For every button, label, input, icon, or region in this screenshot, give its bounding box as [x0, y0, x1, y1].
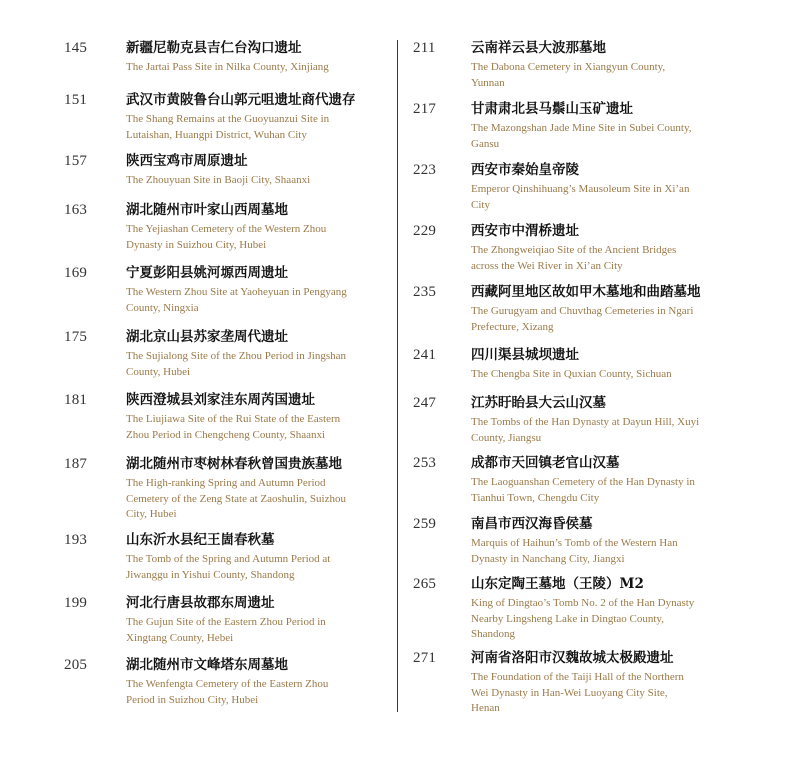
entry-text — [471, 514, 743, 567]
english-line: The Liujiawa Site of the Rui State of the Eastern — [126, 413, 341, 425]
english-line: The Jartai Pass Site in Nilka County, Xinjiang — [126, 61, 329, 73]
toc-entry[interactable] — [413, 648, 743, 717]
entry-title-english — [126, 412, 386, 443]
entry-title-english — [471, 182, 743, 213]
toc-entry[interactable] — [413, 574, 743, 643]
entry-text — [471, 574, 743, 643]
toc-entry[interactable] — [64, 655, 386, 708]
page-number: 163 — [64, 202, 88, 218]
entry-text — [126, 263, 386, 316]
page-number: 175 — [64, 329, 88, 345]
entry-title-chinese: 四川渠县城坝遗址 — [471, 347, 579, 363]
entry-title-chinese: 湖北随州市叶家山西周墓地 — [126, 202, 288, 218]
page-number: 205 — [64, 657, 88, 673]
entry-title-chinese: 河南省洛阳市汉魏故城太极殿遗址 — [471, 650, 674, 666]
toc-entry[interactable] — [413, 282, 743, 335]
entry-title-chinese: 南昌市西汉海昏侯墓 — [471, 516, 593, 532]
entry-text — [126, 90, 386, 143]
entry-title-chinese: 湖北随州市文峰塔东周墓地 — [126, 657, 288, 673]
page-number: 157 — [64, 153, 88, 169]
english-line: Henan — [471, 702, 500, 714]
english-line: Nearby Lingsheng Lake in Dingtao County, — [471, 612, 664, 625]
entry-text — [126, 151, 386, 189]
english-line: Emperor Qinshihuang’s Mausoleum Site in Xi’an — [471, 183, 690, 195]
entry-title-chinese: 山东定陶王墓地（王陵）M2 — [471, 576, 644, 592]
toc-entry[interactable] — [413, 221, 743, 274]
english-line: Jiwanggu in Yishui County, Shandong — [126, 568, 295, 581]
entry-title-english — [126, 552, 386, 583]
entry-title-chinese: 云南祥云县大波那墓地 — [471, 40, 606, 56]
english-line: The Chengba Site in Quxian County, Sichuan — [471, 368, 672, 380]
page-number: 151 — [64, 92, 88, 108]
entry-title-english — [126, 349, 386, 380]
entry-title-chinese: 新疆尼勒克县吉仁台沟口遗址 — [126, 40, 302, 56]
entry-title-english — [126, 222, 386, 253]
toc-entry[interactable] — [64, 327, 386, 380]
entry-text — [126, 593, 386, 646]
toc-entry[interactable] — [413, 393, 743, 446]
entry-text — [126, 327, 386, 380]
toc-entry[interactable] — [413, 160, 743, 213]
entry-title-chinese: 西藏阿里地区故如甲木墓地和曲踏墓地 — [471, 284, 701, 300]
english-line: City — [471, 198, 490, 211]
entry-text — [471, 38, 743, 91]
toc-entry[interactable] — [64, 90, 386, 143]
english-line: Gansu — [471, 137, 500, 150]
entry-title-english — [471, 60, 743, 91]
english-line: Prefecture, Xizang — [471, 320, 554, 333]
page-number: 271 — [413, 650, 437, 666]
english-line: City, Hubei — [126, 508, 177, 520]
entry-text — [471, 453, 743, 506]
english-line: The Mazongshan Jade Mine Site in Subei County, — [471, 122, 692, 134]
entry-title-english — [126, 476, 386, 523]
entry-text — [471, 345, 743, 383]
entry-title-chinese: 西安市秦始皇帝陵 — [471, 162, 579, 178]
entry-title-english — [471, 415, 743, 446]
toc-entry[interactable] — [64, 454, 386, 523]
english-line: County, Ningxia — [126, 301, 199, 314]
entry-title-english — [471, 596, 743, 643]
english-line: The Yejiashan Cemetery of the Western Zhou — [126, 223, 327, 235]
entry-title-chinese: 宁夏彭阳县姚河塬西周遗址 — [126, 265, 288, 281]
entry-title-english — [126, 112, 386, 143]
entry-title-english — [471, 536, 743, 567]
english-line: The Dabona Cemetery in Xiangyun County, — [471, 61, 666, 73]
toc-entry[interactable] — [64, 530, 386, 583]
page-number: 265 — [413, 576, 437, 592]
english-line: across the Wei River in Xi’an City — [471, 259, 623, 272]
toc-entry[interactable] — [64, 38, 386, 76]
english-line: Period in Suizhou City, Hubei — [126, 693, 259, 706]
page-number: 145 — [64, 40, 88, 56]
english-line: The Wenfengta Cemetery of the Eastern Zhou — [126, 678, 329, 690]
english-line: Wei Dynasty in Han-Wei Luoyang City Site, — [471, 686, 668, 699]
entry-title-english — [471, 367, 743, 383]
english-line: The Laoguanshan Cemetery of the Han Dynasty in — [471, 476, 695, 488]
english-line: Zhou Period in Chengcheng County, Shaanxi — [126, 428, 326, 441]
page-number: 169 — [64, 265, 88, 281]
english-line: Yunnan — [471, 76, 505, 89]
english-line: The Tombs of the Han Dynasty at Dayun Hill, Xuyi — [471, 416, 700, 428]
english-line: The Shang Remains at the Guoyuanzui Site in — [126, 113, 330, 125]
english-line: The Gurugyam and Chuvthag Cemeteries in Ngari — [471, 305, 694, 317]
english-line: County, Hubei — [126, 365, 191, 378]
toc-entry[interactable] — [64, 151, 386, 189]
entry-title-english — [126, 173, 386, 189]
page-number: 235 — [413, 284, 437, 300]
english-line: The Gujun Site of the Eastern Zhou Period in — [126, 616, 326, 628]
page-number: 247 — [413, 395, 437, 411]
entry-text — [471, 160, 743, 213]
english-line: The Tomb of the Spring and Autumn Period at — [126, 553, 331, 565]
entry-text — [126, 530, 386, 583]
entry-title-chinese: 湖北京山县苏家垄周代遗址 — [126, 329, 288, 345]
english-line: Cemetery of the Zeng State at Zaoshulin, Suizhou — [126, 492, 346, 505]
entry-text — [126, 454, 386, 523]
toc-entry[interactable] — [413, 38, 743, 91]
english-line: Dynasty in Suizhou City, Hubei — [126, 238, 267, 251]
toc-entry[interactable] — [64, 263, 386, 316]
english-line: The Foundation of the Taiji Hall of the Northern — [471, 671, 684, 683]
page-number: 187 — [64, 456, 88, 472]
english-line: The Western Zhou Site at Yaoheyuan in Pengyang — [126, 286, 347, 298]
english-line: Marquis of Haihun’s Tomb of the Western Han — [471, 537, 678, 549]
page-number: 181 — [64, 392, 88, 408]
column-divider — [397, 40, 398, 712]
entry-title-chinese: 甘肃肃北县马鬃山玉矿遗址 — [471, 101, 633, 117]
entry-text — [471, 648, 743, 717]
entry-text — [471, 393, 743, 446]
toc-entry[interactable] — [64, 390, 386, 443]
entry-text — [126, 655, 386, 708]
page-number: 241 — [413, 347, 437, 363]
entry-title-english — [126, 615, 386, 646]
toc-entry[interactable] — [413, 453, 743, 506]
page-number: 193 — [64, 532, 88, 548]
page-number: 229 — [413, 223, 437, 239]
entry-title-chinese: 河北行唐县故郡东周遗址 — [126, 595, 275, 611]
entry-text — [126, 390, 386, 443]
entry-title-chinese: 江苏盱眙县大云山汉墓 — [471, 395, 606, 411]
toc-entry[interactable] — [413, 514, 743, 567]
toc-entry[interactable] — [413, 345, 743, 383]
english-line: King of Dingtao’s Tomb No. 2 of the Han Dynasty — [471, 597, 695, 609]
page-number: 223 — [413, 162, 437, 178]
english-line: Shandong — [471, 628, 515, 640]
english-line: The Zhongweiqiao Site of the Ancient Bridges — [471, 244, 677, 256]
page-number: 259 — [413, 516, 437, 532]
entry-title-chinese: 西安市中渭桥遗址 — [471, 223, 579, 239]
page-number: 211 — [413, 40, 436, 56]
entry-title-chinese: 成都市天回镇老官山汉墓 — [471, 455, 620, 471]
english-line: The Zhouyuan Site in Baoji City, Shaanxi — [126, 174, 311, 186]
page-number: 217 — [413, 101, 437, 117]
entry-text — [126, 38, 386, 76]
english-line: The Sujialong Site of the Zhou Period in Jingshan — [126, 350, 346, 362]
english-line: Dynasty in Nanchang City, Jiangxi — [471, 552, 625, 565]
english-line: The High-ranking Spring and Autumn Period — [126, 477, 326, 489]
entry-text — [471, 221, 743, 274]
page-number: 199 — [64, 595, 88, 611]
entry-title-english — [471, 670, 743, 717]
entry-title-english — [471, 243, 743, 274]
entry-title-english — [126, 285, 386, 316]
english-line: Lutaishan, Huangpi District, Wuhan City — [126, 128, 307, 141]
page-number: 253 — [413, 455, 437, 471]
entry-title-english — [471, 304, 743, 335]
entry-title-english — [126, 677, 386, 708]
entry-title-english — [471, 475, 743, 506]
entry-title-english — [126, 60, 386, 76]
entry-text — [471, 282, 743, 335]
entry-text — [471, 99, 743, 152]
english-line: Tianhui Town, Chengdu City — [471, 491, 600, 504]
entry-title-english — [471, 121, 743, 152]
entry-title-chinese: 山东沂水县纪王崮春秋墓 — [126, 532, 275, 548]
english-line: County, Jiangsu — [471, 431, 542, 444]
entry-title-chinese: 陕西宝鸡市周原遗址 — [126, 153, 248, 169]
entry-title-chinese: 湖北随州市枣树林春秋曾国贵族墓地 — [126, 456, 342, 472]
toc-entry[interactable] — [64, 200, 386, 253]
entry-title-chinese: 武汉市黄陂鲁台山郭元咀遗址商代遗存 — [126, 92, 356, 108]
entry-text — [126, 200, 386, 253]
english-line: Xingtang County, Hebei — [126, 631, 234, 644]
toc-entry[interactable] — [64, 593, 386, 646]
toc-entry[interactable] — [413, 99, 743, 152]
entry-title-chinese: 陕西澄城县刘家洼东周芮国遗址 — [126, 392, 315, 408]
